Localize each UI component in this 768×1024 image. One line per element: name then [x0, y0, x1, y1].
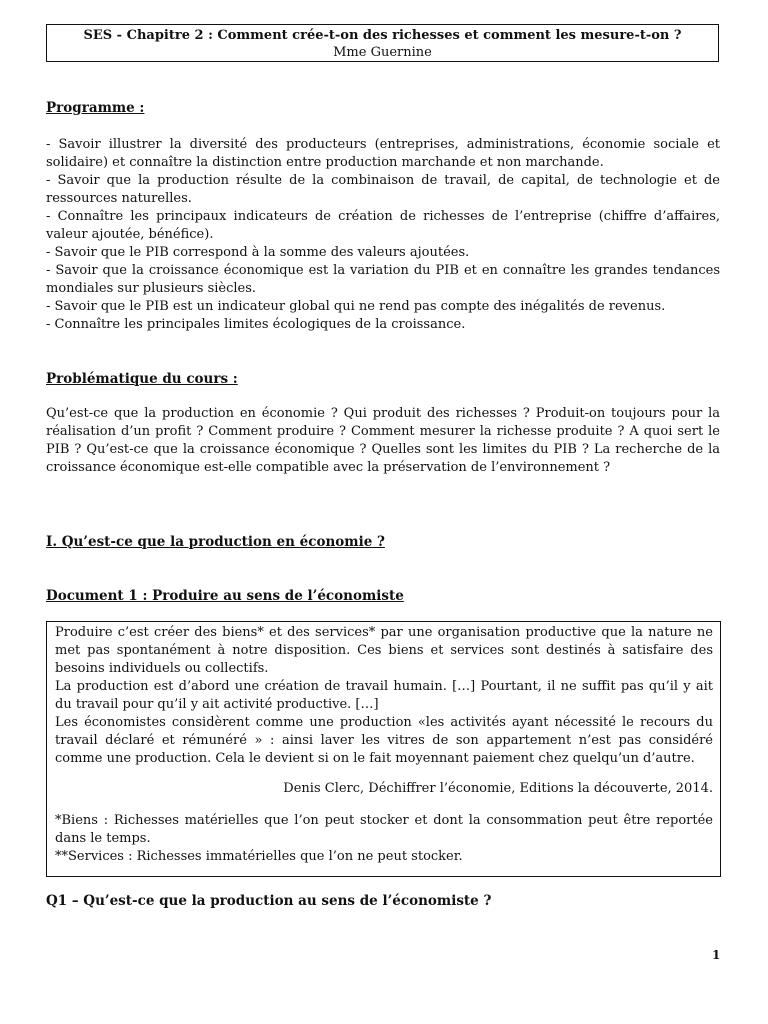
programme-item: - Connaître les principales limites écologiques de la croissance.	[46, 317, 466, 332]
header-box	[46, 24, 719, 62]
document-notes	[55, 812, 713, 866]
question-1: Q1 – Qu’est-ce que la production au sens de l’économiste ?	[46, 893, 492, 909]
problematique-heading: Problématique du cours :	[46, 371, 238, 387]
programme-item: - Savoir que la production résulte de la combinaison de travail, de capital, de technologie et de ressources naturelles.	[46, 173, 720, 206]
chapter-title: SES - Chapitre 2 : Comment crée-t-on des richesses et comment les mesure-t-on ?	[83, 28, 682, 43]
programme-item: - Savoir illustrer la diversité des producteurs (entreprises, administrations, économie sociale et solidaire) et connaître la distinction entre production marchande et non marchande.	[46, 137, 720, 170]
document-1-box	[46, 621, 721, 877]
page-number: 1	[712, 948, 721, 962]
programme-item: - Savoir que le PIB est un indicateur global qui ne rend pas compte des inégalités de revenus.	[46, 299, 666, 314]
document-source: Denis Clerc, Déchiffrer l’économie, Editions la découverte, 2014.	[283, 781, 713, 796]
footnote: **Services : Richesses immatérielles que l’on ne peut stocker.	[55, 849, 463, 864]
programme-item: - Savoir que la croissance économique est la variation du PIB et en connaître les grandes tendances mondiales sur plusieurs siècles.	[46, 263, 720, 296]
problematique-paragraph: Qu’est-ce que la production en économie ? Qui produit des richesses ? Produit-on toujours pour la réalisation d’un profit ? Comment produire ? Comment mesurer la richesse produite ? A quoi sert le PIB ? Qu’est-ce que la croissance économique ? Quelles sont les limites du PIB ? La recherche de la croissance économique est-elle compatible avec la préservation de l’environnement ?	[46, 406, 720, 475]
document-paragraph: La production est d’abord une création de travail humain. […] Pourtant, il ne suffit pas qu’il y ait du travail pour qu’il y ait activité productive. […]	[55, 679, 713, 712]
section-1-heading: I. Qu’est-ce que la production en économie ?	[46, 534, 385, 550]
document-paragraph: Les économistes considèrent comme une production «les activités ayant nécessité le recours du travail déclaré et rémunéré » : ainsi laver les vitres de son appartement n’est pas considéré comme une production. Cela le devient si on le fait moyennant paiement chez quelqu’un d’autre.	[55, 715, 713, 766]
programme-item: - Connaître les principaux indicateurs de création de richesses de l’entreprise (chiffre d’affaires, valeur ajoutée, bénéfice).	[46, 209, 720, 242]
programme-heading: Programme :	[46, 100, 145, 116]
teacher-name: Mme Guernine	[333, 45, 432, 60]
programme-item: - Savoir que le PIB correspond à la somme des valeurs ajoutées.	[46, 245, 470, 260]
problematique-text	[46, 405, 720, 477]
footnote: *Biens : Richesses matérielles que l’on peut stocker et dont la consommation peut être reportée dans le temps.	[55, 813, 713, 846]
programme-list	[46, 136, 720, 334]
document-paragraph: Produire c’est créer des biens* et des services* par une organisation productive que la nature ne met pas spontanément à notre disposition. Ces biens et services sont destinés à satisfaire des besoins individuels ou collectifs.	[55, 625, 713, 676]
document-1-heading: Document 1 : Produire au sens de l’économiste	[46, 588, 404, 604]
